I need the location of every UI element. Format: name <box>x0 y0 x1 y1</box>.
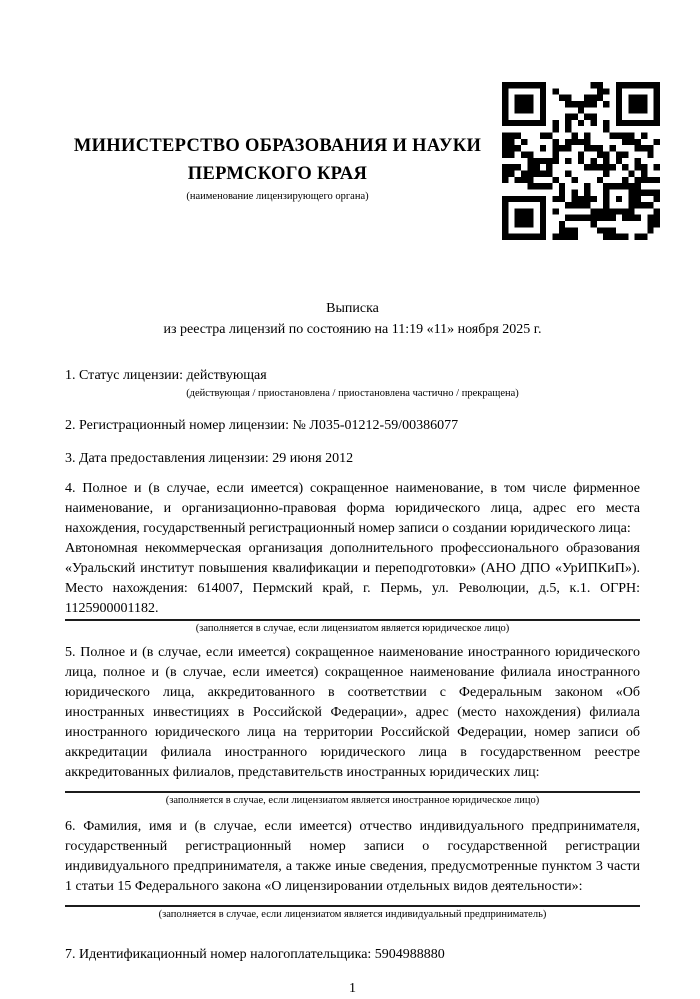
foreign-entity-label: 5. Полное и (в случае, если имеется) сокращенное наименование иностранного юридического лица, полное и (в случае, если имеется) сокращенное наименование филиала иностранного юридического лица, аккредитованного в соответствии с Федеральным законом «Об иностранных инвестициях в Российской Федерации», адрес (место нахождения) филиала иностранного юридического лица на территории Российской Федерации, номер записи об аккредитации филиала иностранного юридического лица в государственном реестре аккредитованных филиалов, представительств иностранных юридических лиц: <box>65 645 640 780</box>
licensing-authority-block <box>65 82 502 203</box>
field-legal-entity <box>65 479 640 635</box>
individual-entrepreneur-caption: (заполняется в случае, если лицензиатом является индивидуальный предприниматель) <box>158 909 547 920</box>
field-individual-entrepreneur <box>65 817 640 921</box>
grant-date-value: 3. Дата предоставления лицензии: 29 июня 2012 <box>65 451 354 466</box>
document-title-line2: из реестра лицензий по состоянию на 11:19 «11» ноября 2025 г. <box>163 322 542 337</box>
document-body <box>0 298 700 999</box>
field-license-status <box>65 366 640 400</box>
registration-number-value: 2. Регистрационный номер лицензии: № Л035-01212-59/00386077 <box>65 418 459 433</box>
fill-line <box>65 791 640 793</box>
field-taxpayer-id <box>65 945 640 965</box>
license-status-caption: (действующая / приостановлена / приостановлена частично / прекращена) <box>186 388 519 399</box>
ministry-name-line1: МИНИСТЕРСТВО ОБРАЗОВАНИЯ И НАУКИ <box>73 136 482 156</box>
fill-line <box>65 905 640 907</box>
legal-entity-label: 4. Полное и (в случае, если имеется) сокращенное наименование, в том числе фирменное наименование, и организационно-правовая форма юридического лица, адрес его места нахождения, государственный регистрационный номер записи о создании юридического лица: <box>65 481 640 536</box>
taxpayer-id-value: 7. Идентификационный номер налогоплательщика: 5904988880 <box>65 947 445 962</box>
ministry-caption: (наименование лицензирующего органа) <box>186 191 369 202</box>
legal-entity-caption: (заполняется в случае, если лицензиатом является юридическое лицо) <box>195 623 510 634</box>
document-title-line1: Выписка <box>326 301 379 316</box>
individual-entrepreneur-label: 6. Фамилия, имя и (в случае, если имеется) отчество индивидуального предпринимателя, государственный регистрационный номер записи о государственной регистрации индивидуального предпринимателя, а также иные сведения, предусмотренные пунктом 3 части 1 статьи 15 Федерального закона «О лицензировании отдельных видов деятельности»: <box>65 819 640 894</box>
page-number: 1 <box>349 981 356 996</box>
document-header <box>0 0 700 240</box>
field-registration-number <box>65 416 640 436</box>
field-grant-date <box>65 449 640 469</box>
field-foreign-entity <box>65 643 640 807</box>
legal-entity-value: Автономная некоммерческая организация дополнительного профессионального образования «Уральский институт повышения квалификации и переподготовки» (АНО ДПО «УрИПКиП»). Место нахождения: 614007, Пермский край, г. Пермь, ул. Революции, д.5, к.1. ОГРН: 1125900001182. <box>65 541 640 616</box>
ministry-name-line2: ПЕРМСКОГО КРАЯ <box>187 164 368 184</box>
foreign-entity-caption: (заполняется в случае, если лицензиатом является иностранное юридическое лицо) <box>165 795 540 806</box>
document-title <box>65 298 640 340</box>
fill-line <box>65 619 640 621</box>
qr-code <box>502 82 660 240</box>
license-status-value: 1. Статус лицензии: действующая <box>65 368 267 383</box>
